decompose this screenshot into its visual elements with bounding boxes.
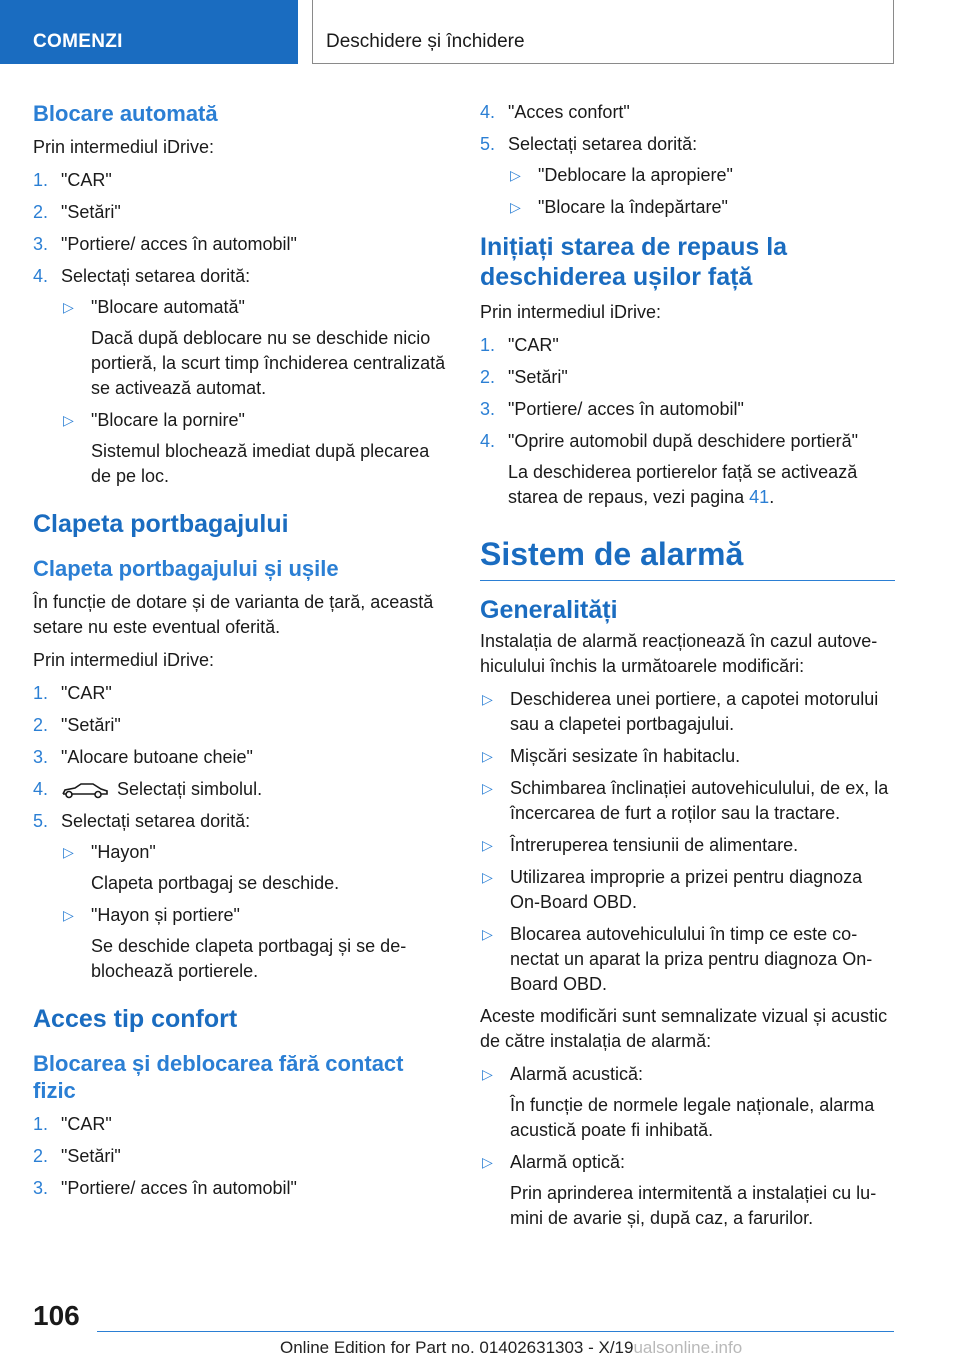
list-item: ▷ "Blocare la îndepărtare" bbox=[508, 195, 895, 220]
rest-intro: Prin intermediul iDrive: bbox=[480, 302, 662, 322]
rest-steps-list bbox=[480, 333, 895, 510]
page-number: 106 bbox=[33, 1300, 80, 1331]
general-signal-note: Aceste modificări sunt semnalizate vizual și acustic de către instalația de alarmă: bbox=[480, 1006, 888, 1051]
list-item: ▷ "Blocare la pornire" Sistemul blochează imediat după plecarea de pe loc. bbox=[63, 410, 430, 486]
list-item: ▷ "Blocare automată" Dacă după deblocare nu se deschide nicio portieră, la scurt timp închiderea centralizată se activează automat. bbox=[63, 297, 446, 398]
list-item: 3. "Portiere/ acces în automobil" bbox=[33, 1178, 297, 1198]
triangle-right-icon: ▷ bbox=[63, 907, 74, 923]
list-item: ▷ Alarmă optică: Prin aprinderea intermitentă a instalației cu lumini de avarie și, după caz, a farurilor. bbox=[482, 1152, 877, 1228]
triangle-right-icon: ▷ bbox=[510, 199, 521, 215]
left-column bbox=[33, 100, 448, 1209]
rest-description: La deschiderea portierelor față se activează starea de repaus, vezi pagina 41. bbox=[508, 462, 858, 507]
heading-comfort-access: Acces tip confort bbox=[33, 1005, 238, 1033]
comfort-steps-list bbox=[33, 1112, 448, 1201]
heading-rest-state: Inițiați starea de repaus la deschiderea ușilor față bbox=[480, 233, 788, 291]
general-items-list bbox=[480, 687, 895, 997]
heading-auto-lock: Blocare automată bbox=[33, 101, 218, 126]
list-item: 2. "Setări" bbox=[480, 367, 568, 387]
footer-divider bbox=[97, 1331, 894, 1332]
header-section-tab bbox=[0, 0, 298, 64]
watermark-text: ualsonline.info bbox=[633, 1338, 743, 1357]
list-item: ▷ "Hayon" Clapeta portbagaj se deschide. bbox=[63, 842, 340, 893]
trunk-intro: Prin intermediul iDrive: bbox=[33, 650, 215, 670]
header-section-label: COMENZI bbox=[33, 31, 123, 52]
triangle-right-icon: ▷ bbox=[482, 1066, 493, 1082]
list-item: 5. Selectați setarea dorită: ▷ "Hayon" Clapeta portbagaj se deschide. ▷ "Hayon și portiere" Se deschide clapeta portbagaj și se deblochează portierele. bbox=[33, 809, 448, 984]
list-item: ▷ Schimbarea înclinației autovehiculului, de ex, la încercarea de furt a roților sau la tractare. bbox=[482, 778, 889, 823]
list-item: 2. "Setări" bbox=[33, 715, 121, 735]
list-item: 3. "Portiere/ acces în automobil" bbox=[33, 234, 297, 254]
list-item: 5. Selectați setarea dorită: ▷ "Deblocare la apropiere" ▷ "Blocare la îndepărtare" bbox=[480, 132, 895, 220]
triangle-right-icon: ▷ bbox=[63, 299, 74, 315]
list-item: 1. "CAR" bbox=[33, 170, 112, 190]
heading-contactless-lock: Blocarea și deblocarea fără contact fizic bbox=[33, 1051, 404, 1103]
triangle-right-icon: ▷ bbox=[63, 844, 74, 860]
triangle-right-icon: ▷ bbox=[510, 167, 521, 183]
list-item: ▷ Deschiderea unei portiere, a capotei motorului sau a clapetei portbagajului. bbox=[482, 689, 879, 734]
list-item: 1. "CAR" bbox=[480, 335, 559, 355]
comfort-options-list bbox=[508, 163, 895, 220]
trunk-note: În funcție de dotare și de varianta de țară, această setare nu este eventual oferită. bbox=[33, 592, 434, 637]
general-intro: Instalația de alarmă reacționează în cazul autovehiculului închis la următoarele modificări: bbox=[480, 631, 878, 676]
alarm-types-list bbox=[480, 1062, 895, 1231]
triangle-right-icon: ▷ bbox=[482, 869, 493, 885]
list-item: 1. "CAR" bbox=[33, 683, 112, 703]
comfort-steps-cont-list bbox=[480, 100, 895, 220]
page-reference-link[interactable]: 41 bbox=[749, 487, 770, 507]
footer-edition: Online Edition for Part no. 01402631303 - X/19ualsonline.info bbox=[280, 1338, 743, 1357]
heading-trunk: Clapeta portbagajului bbox=[33, 510, 289, 538]
list-item: 4. "Acces confort" bbox=[480, 102, 630, 122]
triangle-right-icon: ▷ bbox=[482, 748, 493, 764]
triangle-right-icon: ▷ bbox=[482, 691, 493, 707]
triangle-right-icon: ▷ bbox=[63, 412, 74, 428]
list-item: ▷ Utilizarea improprie a prizei pentru diagnoza On-Board OBD. bbox=[482, 867, 863, 912]
triangle-right-icon: ▷ bbox=[482, 837, 493, 853]
list-item: ▷ "Hayon și portiere" Se deschide clapeta portbagaj și se deblochează portierele. bbox=[63, 905, 407, 981]
list-item: ▷ Întreruperea tensiunii de alimentare. bbox=[480, 833, 895, 858]
auto-intro: Prin intermediul iDrive: bbox=[33, 137, 215, 157]
list-item: 4. Selectați simbolul. bbox=[33, 779, 263, 799]
right-column bbox=[480, 100, 895, 1238]
trunk-options-list bbox=[61, 840, 448, 984]
trunk-steps-list bbox=[33, 681, 448, 984]
heading-general: Generalități bbox=[480, 596, 618, 624]
list-item: ▷ Blocarea autovehiculului în timp ce este conectat un aparat la priza pentru diagnoza On-Board OBD. bbox=[482, 924, 873, 994]
triangle-right-icon: ▷ bbox=[482, 780, 493, 796]
list-item: 3. "Alocare butoane cheie" bbox=[33, 747, 253, 767]
triangle-right-icon: ▷ bbox=[482, 926, 493, 942]
triangle-right-icon: ▷ bbox=[482, 1154, 493, 1170]
header-chapter-label: Deschidere și închidere bbox=[326, 31, 525, 52]
heading-alarm-system: Sistem de alarmă bbox=[480, 534, 895, 581]
list-item: ▷ Alarmă acustică: În funcție de normele legale naționale, alarma acustică poate fi inhibată. bbox=[482, 1064, 875, 1140]
heading-trunk-doors: Clapeta portbagajului și ușile bbox=[33, 556, 339, 581]
list-item: 1. "CAR" bbox=[33, 1114, 112, 1134]
auto-steps-list bbox=[33, 168, 448, 489]
list-item: 2. "Setări" bbox=[33, 1146, 121, 1166]
header-chapter-box bbox=[312, 0, 894, 64]
list-item: 4. "Oprire automobil după deschidere portieră" La deschiderea portierelor față se activează starea de repaus, vezi pagina 41. bbox=[480, 429, 895, 510]
list-item: ▷ "Deblocare la apropiere" bbox=[508, 163, 895, 188]
list-item: 3. "Portiere/ acces în automobil" bbox=[480, 399, 744, 419]
list-item: 4. Selectați setarea dorită: ▷ "Blocare automată" Dacă după deblocare nu se deschide nicio portieră, la scurt timp închiderea centralizată se activează automat. ▷ "Blocare la pornire" Sistemul blochează imediat după plecarea de pe loc. bbox=[33, 264, 448, 489]
list-item: 2. "Setări" bbox=[33, 202, 121, 222]
auto-options-list bbox=[61, 295, 448, 489]
car-outline-icon bbox=[61, 780, 109, 800]
list-item: ▷ Mișcări sesizate în habitaclu. bbox=[480, 744, 895, 769]
